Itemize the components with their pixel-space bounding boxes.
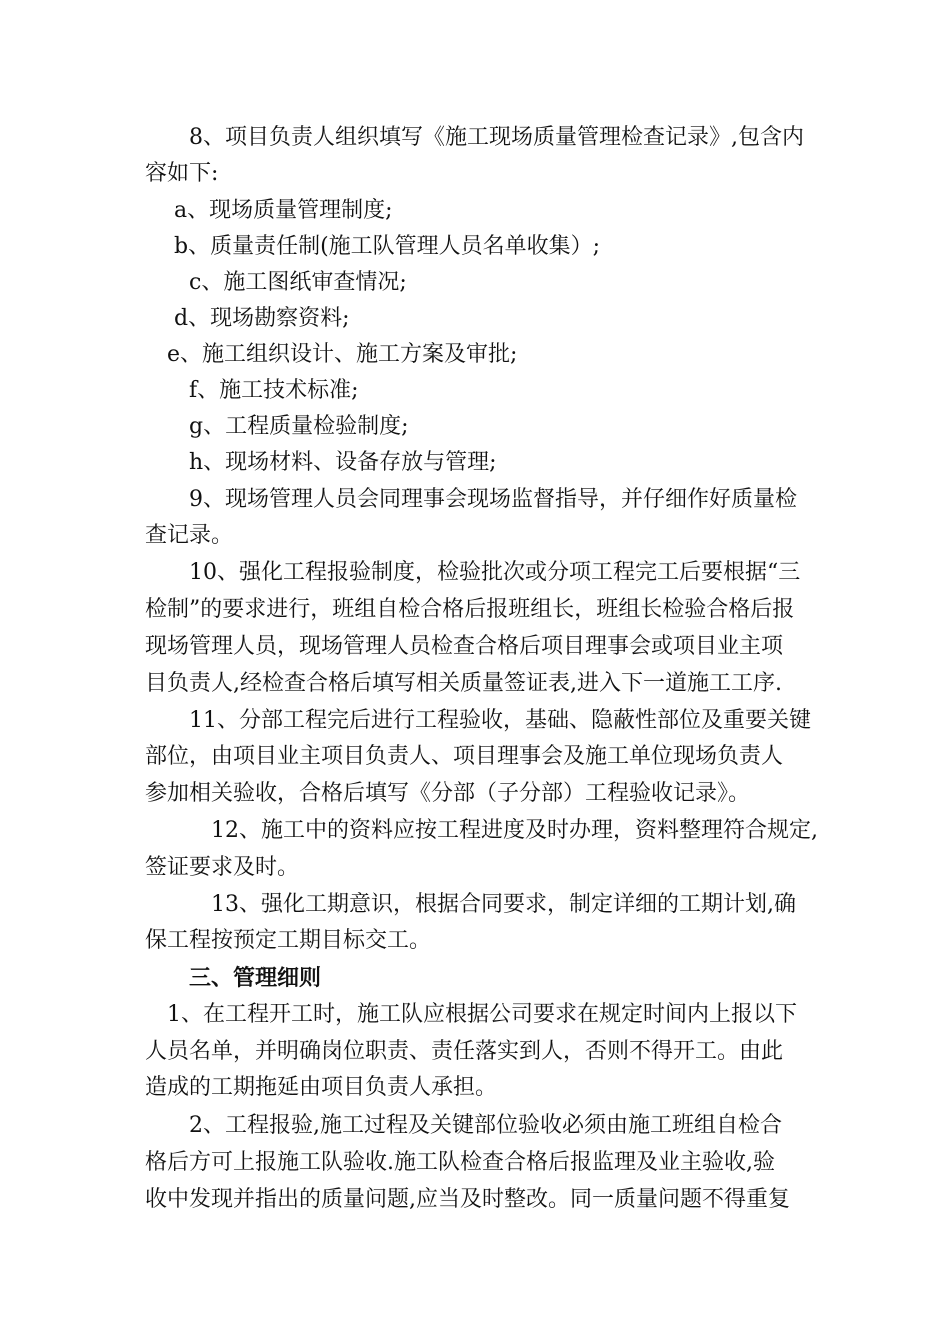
text-line: 检制”的要求进行，班组自检合格后报班组长，班组长检验合格后报 — [145, 597, 795, 622]
text-line: 12、施工中的资料应按工程进度及时办理，资料整理符合规定, — [145, 818, 818, 843]
text-line: 现场管理人员，现场管理人员检查合格后项目理事会或项目业主项 — [145, 634, 784, 659]
text-line: 签证要求及时。 — [145, 855, 300, 880]
text-line: g、工程质量检验制度; — [145, 414, 409, 439]
text-line: 保工程按预定工期目标交工。 — [145, 928, 432, 953]
text-line: 13、强化工期意识，根据合同要求，制定详细的工期计划,确 — [145, 892, 796, 917]
text-line: 9、现场管理人员会同理事会现场监督指导，并仔细作好质量检 — [145, 487, 797, 512]
text-line: h、现场材料、设备存放与管理; — [145, 450, 497, 475]
text-line: c、施工图纸审查情况; — [145, 270, 407, 295]
section-heading: 三、管理细则 — [145, 966, 322, 991]
text-line: 人员名单，并明确岗位职责、责任落实到人，否则不得开工。由此 — [145, 1039, 784, 1064]
text-line: a、现场质量管理制度; — [145, 198, 393, 223]
text-line: 造成的工期拖延由项目负责人承担。 — [145, 1075, 498, 1100]
text-line: 目负责人,经检查合格后填写相关质量签证表,进入下一道施工工序. — [145, 671, 782, 696]
text-line: 查记录。 — [145, 523, 234, 548]
text-line: 1、在工程开工时，施工队应根据公司要求在规定时间内上报以下 — [145, 1002, 797, 1027]
text-line: 8、项目负责人组织填写《施工现场质量管理检查记录》,包含内 — [145, 125, 804, 150]
text-line: 容如下: — [145, 161, 219, 186]
text-line: b、质量责任制(施工队管理人员名单收集）; — [145, 234, 601, 259]
text-line: 参加相关验收，合格后填写《分部（子分部）工程验收记录》。 — [145, 781, 751, 806]
text-line: 格后方可上报施工队验收.施工队检查合格后报监理及业主验收,验 — [145, 1150, 775, 1175]
text-line: 11、分部工程完后进行工程验收，基础、隐蔽性部位及重要关键 — [145, 708, 811, 733]
text-line: 10、强化工程报验制度，检验批次或分项工程完工后要根据“三 — [145, 560, 801, 585]
text-line: 部位，由项目业主项目负责人、项目理事会及施工单位现场负责人 — [145, 744, 784, 769]
text-line: e、施工组织设计、施工方案及审批; — [145, 342, 518, 367]
text-line: 2、工程报验,施工过程及关键部位验收必须由施工班组自检合 — [145, 1113, 782, 1138]
text-line: d、现场勘察资料; — [145, 306, 350, 331]
text-line: 收中发现并指出的质量问题,应当及时整改。同一质量问题不得重复 — [145, 1187, 790, 1212]
text-line: f、施工技术标准; — [145, 378, 359, 403]
